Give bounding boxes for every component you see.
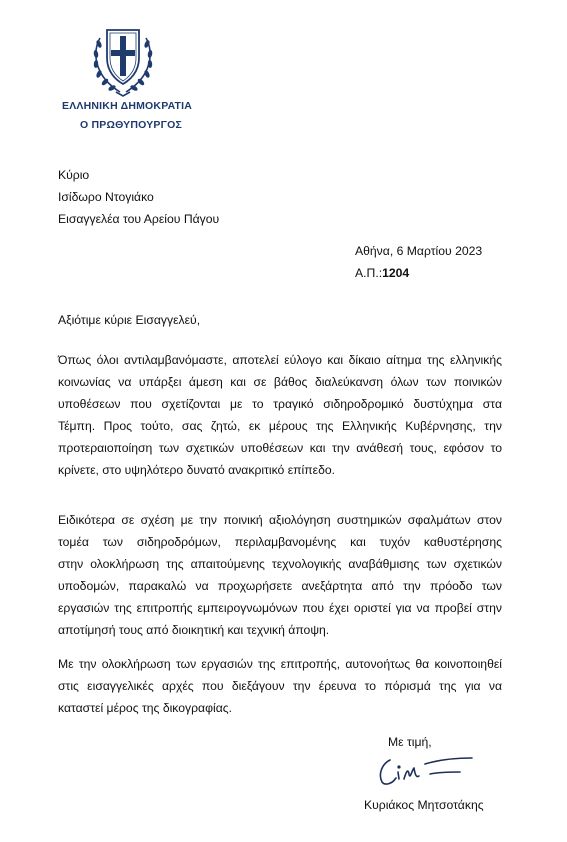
paragraph-line: προτεραιοποίηση των σχετικών υποθέσεων και την ανάθεσή τους, εφόσον το [58, 441, 502, 455]
paragraph-line: κρίνετε, στο υψηλότερο δυνατό ανακριτικό επίπεδο. [58, 463, 336, 477]
sign-off: Με τιμή, [388, 735, 432, 749]
paragraph-line: Ειδικότερα σε σχέση με την ποινική αξιολόγηση συστημικών σφαλμάτων στον [58, 513, 502, 527]
protocol-line [355, 266, 409, 280]
paragraph-line: Τέμπη. Προς τούτο, σας ζητώ, εκ μέρους της Ελληνικής Κυβέρνησης, την [58, 419, 502, 433]
handwritten-signature-icon [368, 752, 478, 790]
paragraph-line: υποδομών, παρακαλώ να προχωρήσετε ανεξάρτητα από την πρόοδο των [58, 579, 502, 593]
paragraph-line: στις εισαγγελικές αρχές που διεξάγουν την έρευνα το πόρισμά της για να [58, 679, 502, 693]
greeting: Αξιότιμε κύριε Εισαγγελεύ, [58, 313, 201, 327]
letterhead-office: Ο ΠΡΩΘΥΠΟΥΡΓΟΣ [80, 119, 183, 131]
body-paragraph-3 [58, 653, 502, 719]
body-paragraph-2 [58, 509, 502, 641]
letterhead-country: ΕΛΛΗΝΙΚΗ ΔΗΜΟΚΡΑΤΙΑ [62, 100, 193, 112]
recipient-name: Ισίδωρο Ντογιάκο [58, 190, 154, 204]
body-paragraph-1 [58, 349, 502, 481]
protocol-number: 1204 [382, 266, 410, 280]
coat-of-arms-icon [90, 20, 156, 98]
recipient-title: Κύριο [58, 168, 90, 182]
place-date: Αθήνα, 6 Μαρτίου 2023 [355, 244, 483, 258]
protocol-label: Α.Π.: [355, 266, 383, 280]
paragraph-line: κοινωνίας να υπάρξει άμεση και σε βάθος διαλεύκανση όλων των ποινικών [58, 375, 502, 389]
paragraph-line: καταστεί μέρος της δικογραφίας. [58, 701, 233, 715]
recipient-position: Εισαγγελέα του Αρείου Πάγου [58, 212, 220, 226]
signatory-name: Κυριάκος Μητσοτάκης [364, 798, 484, 812]
paragraph-line: Όπως όλοι αντιλαμβανόμαστε, αποτελεί εύλογο και δίκαιο αίτημα της ελληνικής [58, 353, 502, 367]
paragraph-line: υποθέσεων που σχετίζονται με το τραγικό σιδηροδρομικό δυστύχημα στα [58, 397, 502, 411]
paragraph-line: εργασιών της επιτροπής εμπειρογνωμόνων που έχει οριστεί για να προβεί στην [58, 601, 502, 615]
paragraph-line: τομέα των σιδηροδρόμων, περιλαμβανομένης και τυχόν καθυστέρησης [58, 535, 502, 549]
paragraph-line: στην ολοκλήρωση της απαιτούμενης τεχνολογικής αναβάθμισης των σχετικών [58, 557, 502, 571]
paragraph-line: Με την ολοκλήρωση των εργασιών της επιτροπής, αυτονοήτως θα κοινοποιηθεί [58, 657, 502, 671]
paragraph-line: αποτίμησή τους από διοικητική και τεχνική άποψη. [58, 623, 330, 637]
